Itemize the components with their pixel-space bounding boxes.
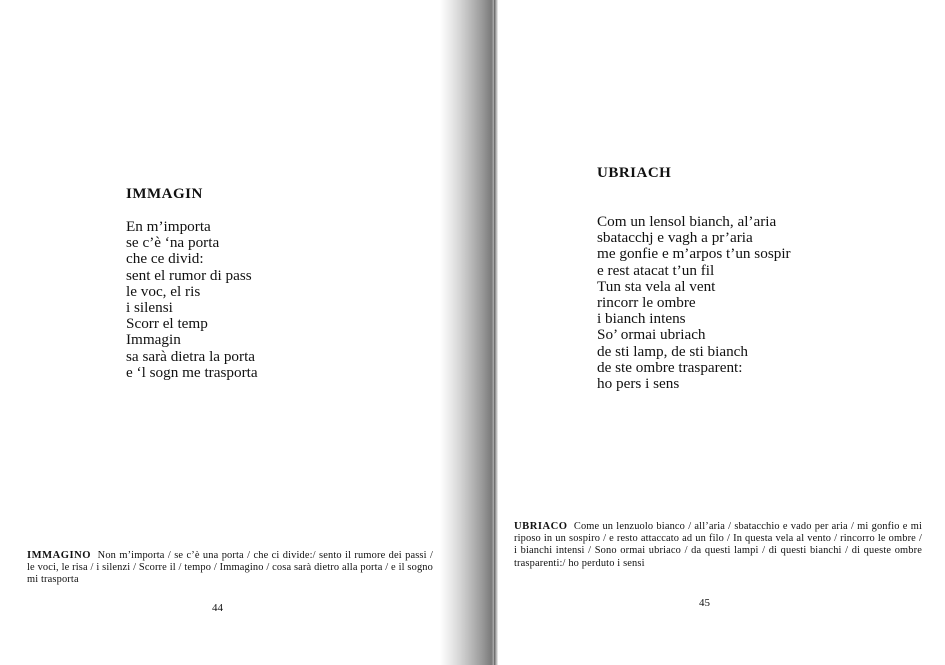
page-number: 44 [212,602,223,614]
poem-line: i silensi [126,299,173,317]
translation-text: Come un lenzuolo bianco / all’aria / sbatacchio e vado per aria / mi gonfio e mi riposo in un sospiro / e resto attaccato ad un filo / In questa vela al vento / rincorro le ombre / i bianchi intensi / Sono ormai ubriaco / da questi lampi / di questi bianchi / di queste ombre trasparenti:/ ho perduto i sensi [514,521,922,569]
poem-line: Scorr el temp [126,315,208,333]
poem-title: IMMAGIN [126,186,203,202]
right-page [498,0,945,665]
poem-line: che ce divid: [126,250,204,268]
poem-body [126,219,258,381]
poem-line: e rest atacat t’un fil [597,261,715,279]
translation-title: UBRIACO [514,521,568,532]
poem-line: sbatacchj e vagh a pr’aria [597,229,753,247]
translation-title: IMMAGINO [27,550,92,561]
poem-line: ho pers i sens [597,375,680,393]
poem-title: UBRIACH [597,165,672,181]
poem-line: rincorr le ombre [597,294,696,312]
poem-line: i bianch intens [597,310,686,328]
page-number: 45 [699,597,710,609]
book-gutter-shadow [440,0,496,665]
poem-line: me gonfie e m’arpos t’un sospir [597,245,791,263]
left-page [0,0,440,665]
poem-line: se c’è ‘na porta [126,234,220,252]
poem-line: sa sarà dietra la porta [126,347,256,365]
translation-text: Non m’importa / se c’è una porta / che ci divide:/ sento il rumore dei passi / le voci, le risa / i silenzi / Scorre il / tempo / Immagino / cosa sarà dietro alla porta / e il sogno mi trasporta [27,550,433,586]
poem-line: e ‘l sogn me trasporta [126,363,258,381]
poem-line: de sti lamp, de sti bianch [597,342,748,360]
translation-note [27,550,433,587]
poem-line: Immagin [126,331,181,349]
poem-body [597,214,791,392]
poem-line: Com un lensol bianch, al’aria [597,213,777,230]
poem-line: So’ ormai ubriach [597,326,706,344]
poem-line: le voc, el ris [126,282,201,300]
poem-line: En m’importa [126,218,211,235]
translation-note [514,521,922,570]
poem-line: Tun sta vela al vent [597,277,716,295]
poem-line: de ste ombre trasparent: [597,358,743,376]
poem-line: sent el rumor di pass [126,266,252,284]
